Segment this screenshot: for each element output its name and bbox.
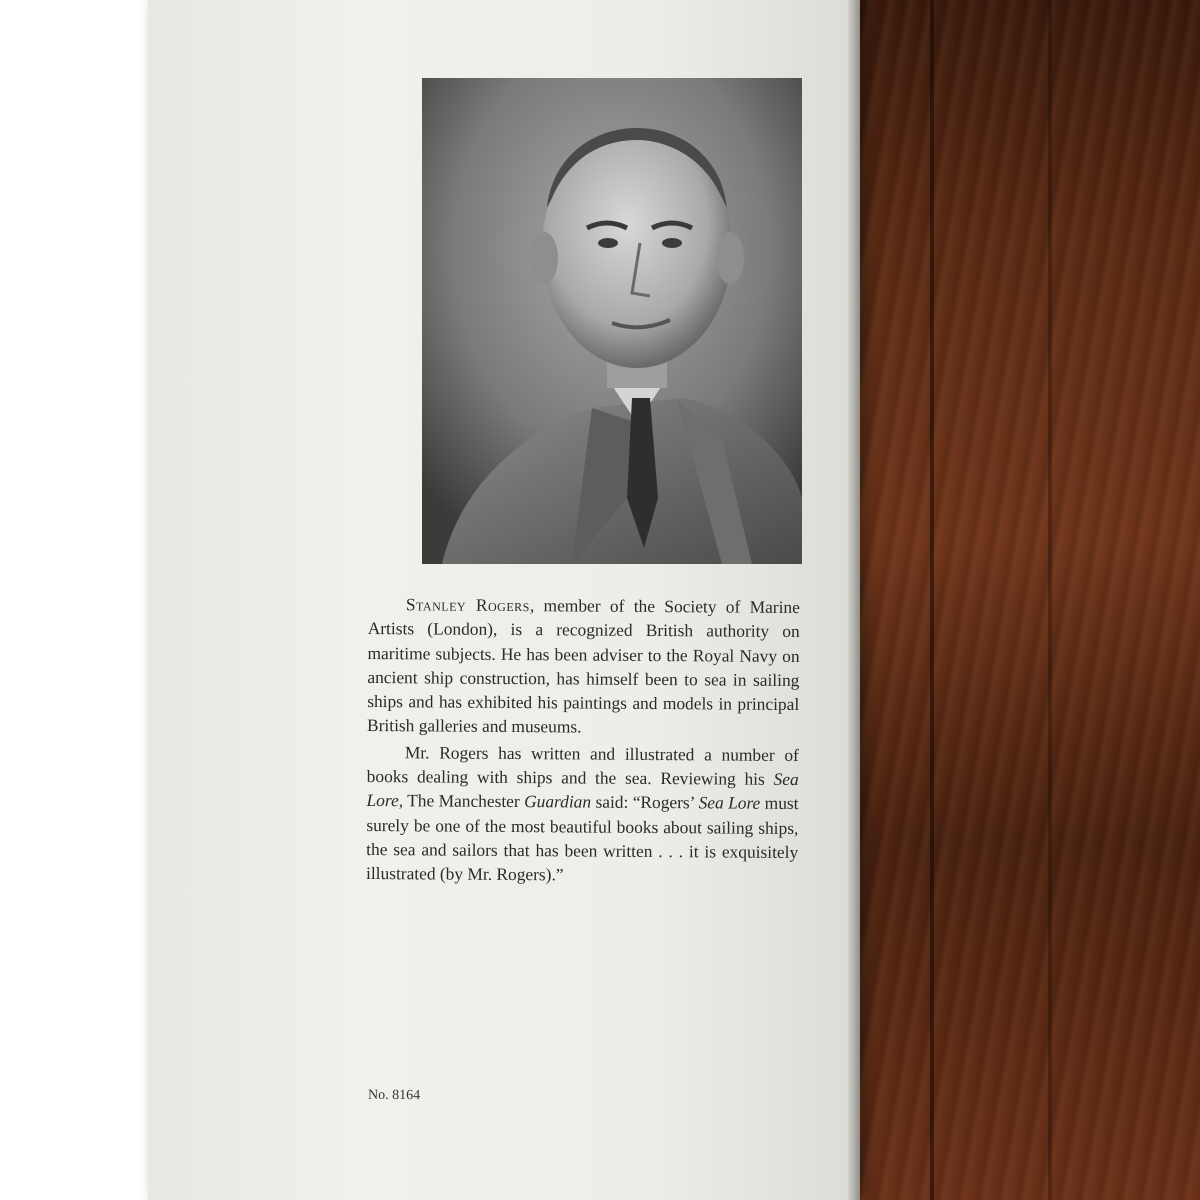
plank-seam — [930, 0, 934, 1200]
author-name: Stanley Rogers — [405, 594, 530, 616]
jacket-fold-shadow — [848, 0, 860, 1200]
book-title-sea-lore-quote: Sea Lore — [698, 792, 761, 814]
bio-p2-text-c: said: “Rogers’ — [591, 791, 699, 813]
book-title-sea-lore: Sea Lore — [366, 768, 799, 811]
bio-paragraph-2 — [366, 740, 799, 889]
bio-paragraph-1-text: , member of the Society of Marine Artists (London), is a recognized British authority on maritime subjects. He has been adviser to the Royal Navy on ancient ship construction, has himself been to sea in sailing ships and has exhibited his paintings and models in principal British galleries and museums. — [366, 595, 800, 737]
bio-p2-text-a: Mr. Rogers has written and illustrated a number of books dealing with ships and the sea. Reviewing his — [366, 742, 799, 789]
plank-seam — [1048, 0, 1052, 1200]
bio-paragraph-1 — [367, 592, 800, 741]
portrait-photo-icon — [422, 78, 802, 564]
author-biography — [366, 592, 800, 889]
wood-surface — [838, 0, 1200, 1200]
bio-p2-text-d: must surely be one of the most beautiful books about sailing ships, the sea and sailors that has been written . . . it is exquisitely illustrated (by Mr. Rogers).” — [365, 793, 799, 885]
publication-guardian: Guardian — [524, 791, 592, 812]
author-portrait — [422, 78, 802, 564]
bio-p2-text-b: , The Manchester — [398, 790, 525, 812]
catalog-number: No. 8164 — [367, 1087, 421, 1104]
